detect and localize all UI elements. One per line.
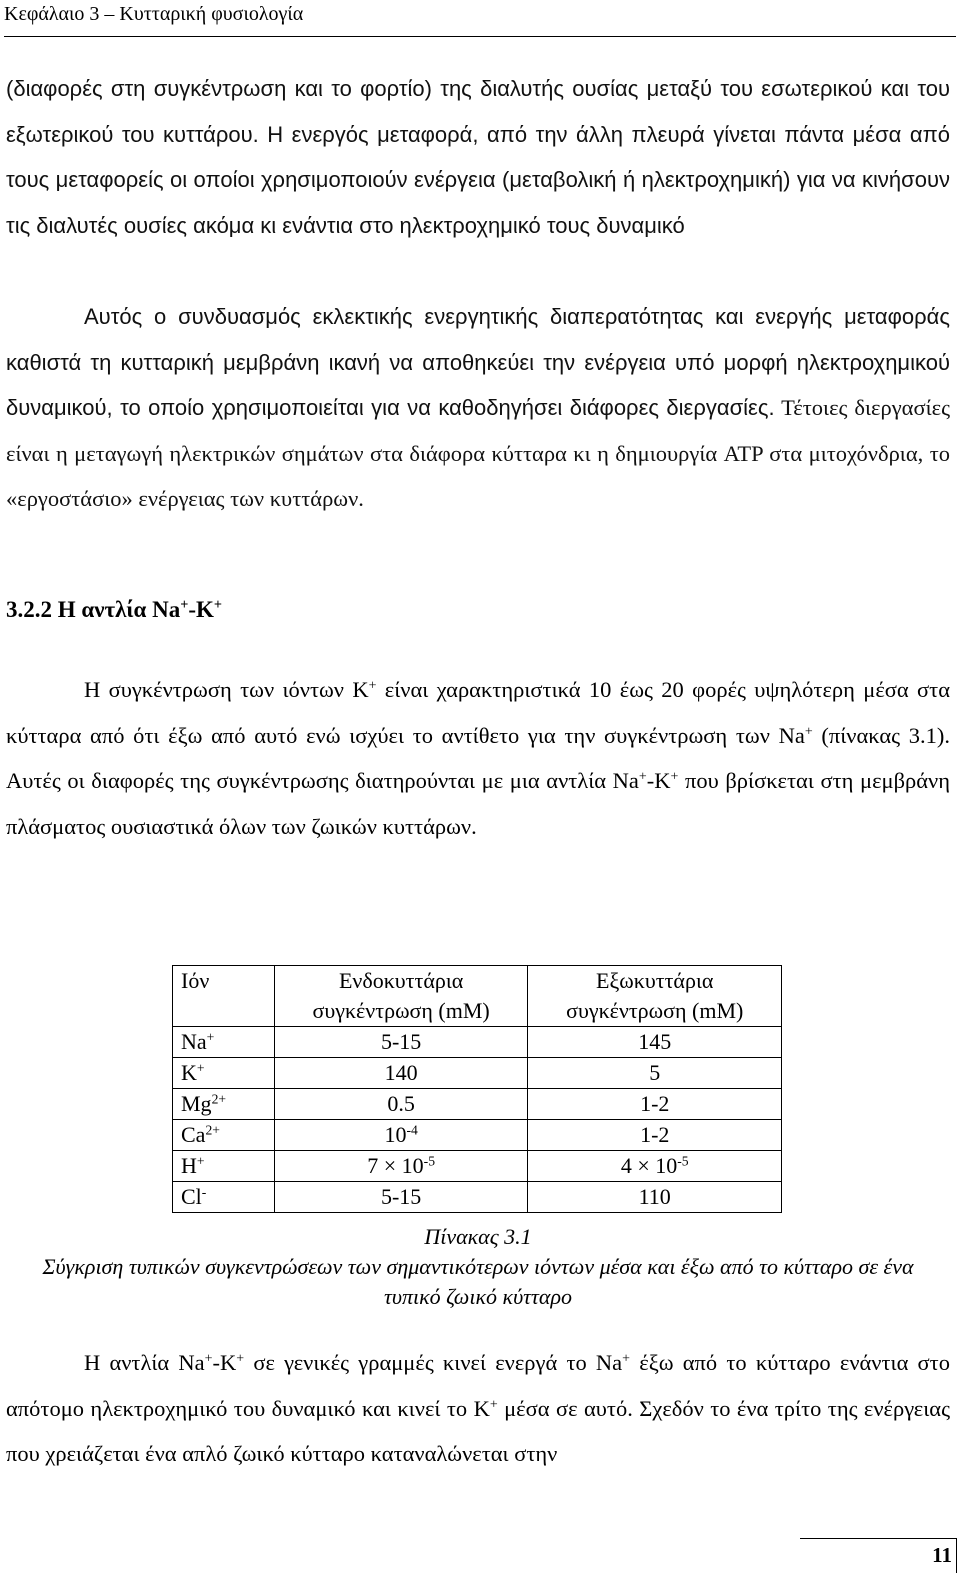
ion-cell [173, 1089, 275, 1120]
table-header-extracellular: Εξωκυττάρια συγκέντρωση (mM) [528, 966, 782, 1027]
table-header-row [173, 966, 782, 1027]
page-number: 11 [932, 1543, 952, 1567]
paragraph-3-text-1: Η συγκέντρωση των ιόντων K [84, 677, 369, 702]
ion-cell-superscript: 2+ [205, 1122, 220, 1138]
superscript-plus: + [622, 1351, 631, 1367]
paragraph-2-part-1: Αυτός ο συνδυασμός εκλεκτικής ενεργητικής διαπερατότητας και ενεργής μεταφοράς καθιστά τη κυτταρική μεμβράνη ικανή να αποθηκεύει την ενέργεια υπό μορφή ηλεκτροχημικού δυναμικού, το οποίο χρησιμοποιείται για να καθοδηγήσει διάφορες διεργασίες. [6, 304, 950, 421]
intracellular-cell-superscript: -5 [423, 1153, 436, 1169]
ion-cell-value: Ca [181, 1122, 206, 1147]
superscript-plus: + [670, 769, 679, 785]
paragraph-4-text-2: -K [212, 1350, 237, 1375]
extracellular-cell-value: 145 [638, 1029, 672, 1054]
extracellular-cell [528, 1058, 782, 1089]
intracellular-cell-value: 7 × 10 [367, 1153, 424, 1178]
ion-cell-superscript: + [206, 1029, 215, 1045]
paragraph-2-part-2: Τέτοιες διεργασίες είναι η μεταγωγή ηλεκτρικών σημάτων στα διάφορα κύτταρα κι η δημιουργία ATP στα μιτοχόνδρια, το «εργοστάσιο» ενέργειας των κυττάρων. [6, 395, 951, 512]
superscript-plus: + [204, 1351, 213, 1367]
extracellular-cell-value: 5 [649, 1060, 661, 1085]
extracellular-cell-value: 1-2 [640, 1122, 670, 1147]
intracellular-cell [274, 1027, 528, 1058]
k-charge: + [213, 597, 223, 614]
paragraph-3-text-2: είναι χαρακτηριστικά 10 έως 20 φορές υψηλότερη μέσα στα κύτταρα από ότι έξω από αυτό ενώ ισχύει το αντίθετο για την συγκέντρωση των Na [6, 677, 951, 748]
extracellular-cell [528, 1027, 782, 1058]
intracellular-cell [274, 1089, 528, 1120]
extracellular-cell-value: 1-2 [640, 1091, 670, 1116]
intracellular-cell-value: 0.5 [387, 1091, 415, 1116]
paragraph-3-text-4: -K [646, 768, 671, 794]
ion-cell-superscript: + [196, 1153, 205, 1169]
paragraph-4-text-5: μέσα σε αυτό. Σχεδόν το ένα τρίτο της ενέργειας που χρειάζεται ένα απλό ζωικό κύτταρο καταναλώνεται στην [6, 1395, 950, 1467]
table-row [173, 1151, 782, 1182]
paragraph-4-text-4: έξω από το κύτταρο ενάντια στο απότομο ηλεκτροχημικό του δυναμικό και κινεί το K [6, 1350, 950, 1421]
table-row [173, 1182, 782, 1213]
extracellular-cell [528, 1182, 782, 1213]
table-row [173, 1027, 782, 1058]
extracellular-cell [528, 1089, 782, 1120]
intracellular-cell [274, 1182, 528, 1213]
table-caption-title: Πίνακας 3.1 [424, 1224, 532, 1249]
intracellular-cell-superscript: -4 [406, 1122, 418, 1138]
na-charge: + [180, 597, 189, 614]
table-row [173, 1058, 782, 1089]
extracellular-cell [528, 1151, 782, 1182]
extracellular-cell-value: 4 × 10 [620, 1153, 678, 1178]
table-row [173, 1089, 782, 1120]
ion-cell-superscript: + [196, 1060, 205, 1076]
paragraph-2 [6, 294, 950, 522]
ion-cell-value: Na [181, 1029, 207, 1054]
intracellular-cell [274, 1058, 528, 1089]
superscript-plus: + [489, 1396, 498, 1412]
intracellular-cell-value: 5-15 [380, 1029, 422, 1054]
section-title-k: -K [188, 597, 214, 622]
paragraph-4 [6, 1340, 950, 1477]
intracellular-cell [274, 1120, 528, 1151]
ion-cell [173, 1151, 275, 1182]
ion-cell [173, 1058, 275, 1089]
intracellular-cell-value: 140 [384, 1060, 418, 1085]
paragraph-1: (διαφορές στη συγκέντρωση και το φορτίο) της διαλυτής ουσίας μεταξύ του εσωτερικού και του εξωτερικού του κυττάρου. Η ενεργός μεταφορά, από την άλλη πλευρά γίνεται πάντα μέσα από τους μεταφορείς οι οποίοι χρησιμοποιούν ενέργεια (μεταβολική ή ηλεκτροχημική) για να κινήσουν τις διαλυτές ουσίες ακόμα κι ενάντια στο ηλεκτροχημικό τους δυναμικό [6, 76, 950, 238]
intracellular-cell [274, 1151, 528, 1182]
paragraph-4-text-1: Η αντλία Na [84, 1350, 205, 1375]
extracellular-cell-value: 110 [638, 1184, 671, 1209]
superscript-plus: + [236, 1351, 245, 1367]
superscript-plus: + [368, 678, 377, 694]
table-header-intracellular: Ενδοκυττάρια συγκέντρωση (mM) [274, 966, 528, 1027]
ion-cell-superscript: 2+ [211, 1091, 227, 1107]
ion-cell-value: H [181, 1153, 197, 1178]
ion-cell [173, 1182, 275, 1213]
section-number: 3.2.2 [6, 597, 52, 622]
table-body [173, 1027, 782, 1213]
ion-cell [173, 1120, 275, 1151]
paragraph-3 [6, 667, 950, 849]
ion-cell-value: Cl [181, 1184, 202, 1209]
paragraph-3-text-3: (πίνακας 3.1). Αυτές οι διαφορές της συγκέντρωσης διατηρούνται με μια αντλία Na [6, 722, 950, 794]
table-row [173, 1120, 782, 1151]
extracellular-cell [528, 1120, 782, 1151]
superscript-plus: + [804, 723, 813, 739]
section-heading [6, 597, 222, 623]
ion-cell-value: Mg [181, 1091, 212, 1116]
extracellular-cell-superscript: -5 [677, 1153, 689, 1169]
section-title: Η αντλία Na [57, 597, 181, 622]
intracellular-cell-value: 5-15 [380, 1184, 422, 1209]
header-title: Κεφάλαιο 3 – Κυτταρική φυσιολογία [4, 3, 304, 25]
table-header-ion: Ιόν [173, 966, 275, 1027]
ion-cell [173, 1027, 275, 1058]
paragraph-3-text-5: που βρίσκεται στη μεμβράνη πλάσματος ουσιαστικά όλων των ζωικών κυττάρων. [6, 768, 950, 839]
intracellular-cell-value: 10 [384, 1122, 407, 1147]
ion-cell-value: K [181, 1060, 197, 1085]
table-caption-text: Σύγκριση τυπικών συγκεντρώσεων των σημαντικότερων ιόντων μέσα και έξω από το κύτταρο σε ένα τυπικό ζωικό κύτταρο [42, 1254, 914, 1309]
ion-cell-superscript: - [201, 1184, 207, 1200]
ion-concentration-table [172, 965, 782, 1213]
page-header [4, 0, 956, 37]
paragraph-4-text-3: σε γενικές γραμμές κινεί ενεργά το Na [244, 1350, 623, 1375]
superscript-plus: + [638, 769, 647, 785]
